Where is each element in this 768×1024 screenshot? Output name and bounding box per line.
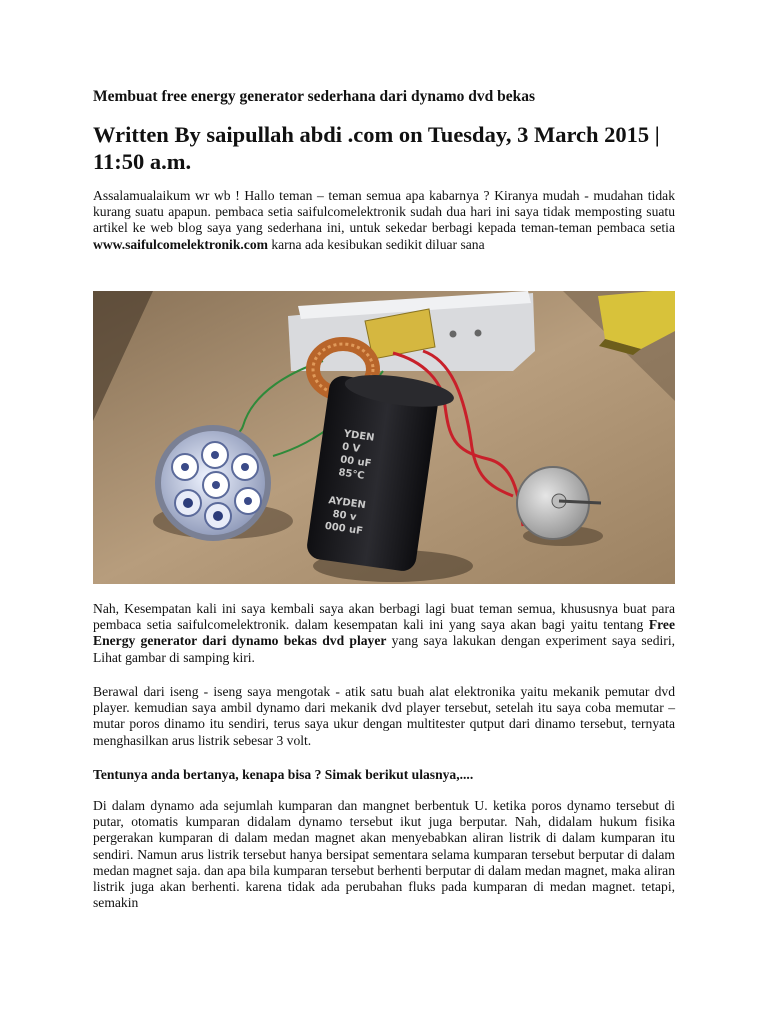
capacitor-label-4: 85°C bbox=[337, 467, 366, 482]
capacitor-label-2: 0 V bbox=[341, 441, 361, 455]
opportunity-text: Nah, Kesempatan kali ini saya kembali saya akan berbagi lagi buat teman semua, khususnya buat para pembaca setia saifulcomelektronik. dalam kesempatan kali ini yang saya akan bagi yaitu tentang bbox=[93, 601, 675, 633]
motor-shaft bbox=[559, 501, 601, 503]
section-question: Tentunya anda bertanya, kenapa bisa ? Simak berikut ulasnya,.... bbox=[93, 767, 474, 782]
capacitor-label-7: 000 uF bbox=[324, 520, 364, 538]
paragraph-opportunity bbox=[93, 601, 675, 666]
article-byline: Written By saipullah abdi .com on Tuesday, 3 March 2015 | 11:50 a.m. bbox=[93, 122, 660, 174]
capacitor-label-6: 80 v bbox=[331, 508, 358, 524]
paragraph-explanation: Di dalam dynamo ada sejumlah kumparan dan mangnet berbentuk U. ketika poros dynamo tersebut di putar, otomatis kumparan didalam dynamo tersebut ikut juga berputar. Nah, didalam hukum fisika pergerakan kumparan di dalam medan magnet akan menyebabkan aliran listrik di dalam kumparan itu sendiri. Namun arus listrik tersebut hanya bersipat sementara selama kumparan tersebut berputar di dalam medan magnet saja. dan apa bila kumparan tersebut berhenti berputar di dalam medan magnet, maka aliran listrik juga akan berhenti. karena tidak ada perubahan fluks pada kumparan di medan magnet. tetapi, semakin bbox=[93, 798, 675, 911]
paragraph-intro bbox=[93, 188, 675, 253]
heatsink-hole-3 bbox=[475, 330, 482, 337]
heatsink-hole-2 bbox=[450, 331, 457, 338]
article-photo bbox=[93, 291, 675, 584]
capacitor-label-1: YDEN bbox=[343, 428, 376, 444]
intro-text-end: karna ada kesibukan sedikit diluar sana bbox=[267, 236, 485, 252]
blog-link[interactable]: www.saifulcomelektronik.com bbox=[93, 236, 268, 252]
paragraph-experiment: Berawal dari iseng - iseng saya mengotak - atik satu buah alat elektronika yaitu mekanik pemutar dvd player. kemudian saya ambil dynamo dari mekanik dvd player tersebut, setelah itu saya coba memutar – mutar poros dinamo itu sendiri, terus saya ukur dengan multitester qutput dari dinamo tersebut, ternyata menghasilkan arus listrik sebesar 3 volt. bbox=[93, 684, 675, 748]
opportunity-text-end: yang saya lakukan dengan experiment saya sediri, Lihat gambar di samping kiri. bbox=[93, 633, 675, 665]
article-subtitle: Membuat free energy generator sederhana dari dynamo dvd bekas bbox=[93, 88, 536, 105]
intro-text: Assalamualaikum wr wb ! Hallo teman – teman semua apa kabarnya ? Kiranya mudah - mudahan tidak kurang suatu apapun. pembaca setia saifulcomelektronik sudah dua hari ini saya tidak memposting suatu artikel ke web blog saya yang sederhana ini, untuk sekedar berbagi kepada teman-teman pembaca setia bbox=[93, 188, 675, 236]
capacitor-label-3: 00 uF bbox=[339, 454, 373, 470]
topic-highlight: Free Energy generator dari dynamo bekas dvd player bbox=[93, 617, 675, 649]
capacitor-label-5: AYDEN bbox=[327, 495, 367, 512]
